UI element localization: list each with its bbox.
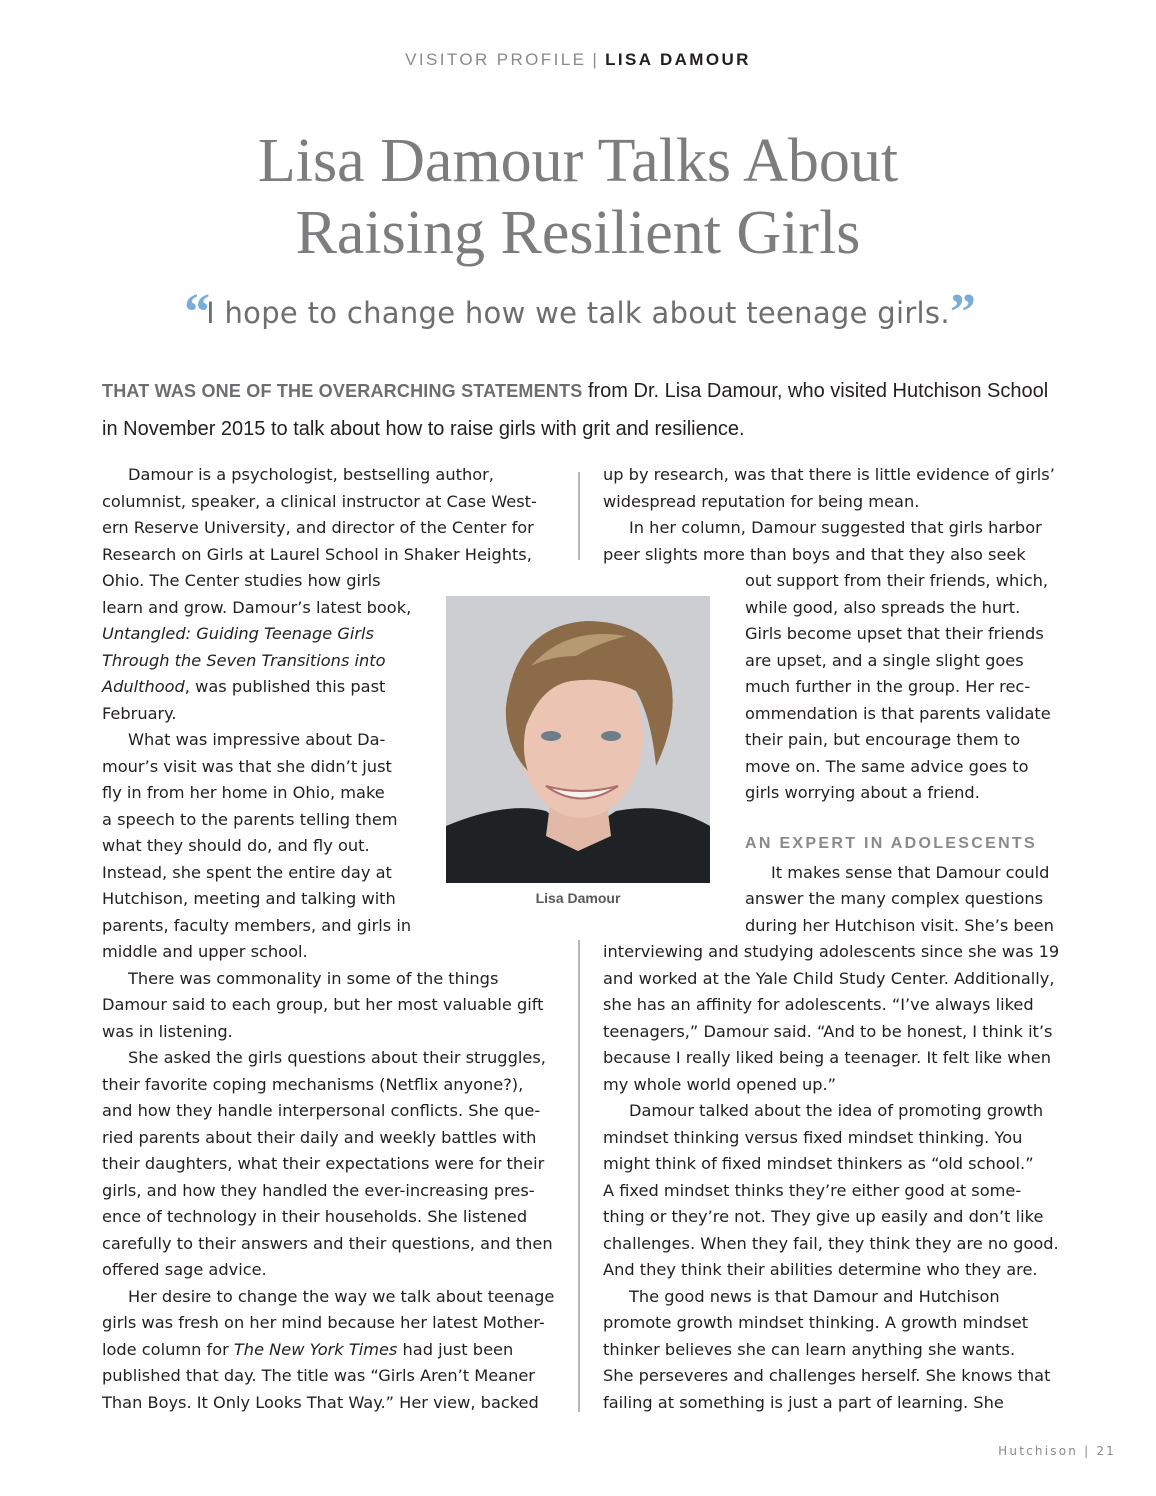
body-line: my whole world opened up.” (603, 1075, 837, 1094)
body-line: girls worrying about a friend. (745, 783, 980, 802)
body-line: published that day. The title was “Girls Aren’t Meaner (102, 1366, 535, 1385)
body-line: In her column, Damour suggested that girls harbor (629, 518, 1042, 537)
body-text: , was published this past (184, 677, 386, 696)
body-line: failing at something is just a part of learning. She (603, 1393, 1004, 1412)
body-line: columnist, speaker, a clinical instructor at Case West- (102, 492, 537, 511)
body-line: their daughters, what their expectations were for their (102, 1154, 545, 1173)
body-line: what they should do, and fly out. (102, 836, 370, 855)
body-line: might think of fixed mindset thinkers as “old school.” (603, 1154, 1034, 1173)
lead-text: from Dr. Lisa Damour, who visited Hutchison School in November 2015 to talk about how to raise girls with grit and resilience. (102, 380, 1049, 440)
lead-caps: THAT WAS ONE OF THE OVERARCHING STATEMENTS (102, 381, 583, 401)
section-subhead: AN EXPERT IN ADOLESCENTS (745, 835, 1037, 852)
body-line: Her desire to change the way we talk about teenage (128, 1287, 555, 1306)
lead-paragraph (102, 372, 1052, 448)
body-line: ern Reserve University, and director of the Center for (102, 518, 534, 537)
body-line: widespread reputation for being mean. (603, 492, 920, 511)
body-line (102, 1337, 513, 1363)
body-line: carefully to their answers and their questions, and then (102, 1234, 553, 1253)
body-line: a speech to the parents telling them (102, 810, 398, 829)
body-text: had just been (397, 1340, 514, 1359)
body-line: Damour talked about the idea of promoting growth (629, 1101, 1044, 1120)
body-line: while good, also spreads the hurt. (745, 598, 1021, 617)
body-line: girls, and how they handled the ever-increasing pres- (102, 1181, 535, 1200)
body-line: answer the many complex questions (745, 889, 1044, 908)
body-line (102, 674, 385, 700)
body-line: out support from their friends, which, (745, 571, 1049, 590)
publication-label: Hutchison (998, 1444, 1079, 1458)
page-number: 21 (1096, 1444, 1116, 1458)
title-line-2: Raising Resilient Girls (295, 199, 861, 267)
body-line: Research on Girls at Laurel School in Shaker Heights, (102, 545, 532, 564)
body-line: challenges. When they fail, they think they are no good. (603, 1234, 1059, 1253)
column-divider-top (578, 472, 580, 560)
body-line: peer slights more than boys and that they also seek (603, 545, 1026, 564)
body-line: The good news is that Damour and Hutchison (629, 1287, 1000, 1306)
portrait-illustration-icon (446, 596, 710, 883)
body-line: their pain, but encourage them to (745, 730, 1021, 749)
body-line: move on. The same advice goes to (745, 757, 1029, 776)
publication-name: The New York Times (233, 1340, 398, 1359)
body-line: mindset thinking versus fixed mindset thinking. You (603, 1128, 1023, 1147)
section-label: VISITOR PROFILE (405, 50, 587, 69)
body-line: during her Hutchison visit. She’s been (745, 916, 1054, 935)
body-line: ommendation is that parents validate (745, 704, 1051, 723)
body-line: She asked the girls questions about their struggles, (128, 1048, 546, 1067)
column-divider-bottom (578, 940, 580, 1412)
body-line: fly in from her home in Ohio, make (102, 783, 385, 802)
body-line: mour’s visit was that she didn’t just (102, 757, 392, 776)
body-line: ence of technology in their households. She listened (102, 1207, 528, 1226)
body-line: Ohio. The Center studies how girls (102, 571, 381, 590)
open-quote-icon: “ (184, 284, 207, 341)
subject-label: LISA DAMOUR (605, 50, 751, 69)
article-title (0, 125, 1156, 269)
body-line: Instead, she spent the entire day at (102, 863, 392, 882)
body-line: A fixed mindset thinks they’re either good at some- (603, 1181, 1022, 1200)
body-line: Hutchison, meeting and talking with (102, 889, 396, 908)
body-line: and how they handle interpersonal conflicts. She que- (102, 1101, 541, 1120)
body-line: She perseveres and challenges herself. She knows that (603, 1366, 1051, 1385)
body-line: ried parents about their daily and weekly battles with (102, 1128, 537, 1147)
book-title-line: Untangled: Guiding Teenage Girls (102, 624, 374, 643)
kicker-separator: | (592, 50, 600, 69)
body-line: and worked at the Yale Child Study Center. Additionally, (603, 969, 1055, 988)
body-line: much further in the group. Her rec- (745, 677, 1031, 696)
page-footer (998, 1444, 1116, 1458)
body-line: Damour is a psychologist, bestselling author, (128, 465, 494, 484)
body-line: thinker believes she can learn anything she wants. (603, 1340, 1016, 1359)
body-line: are upset, and a single slight goes (745, 651, 1024, 670)
body-line: their favorite coping mechanisms (Netflix anyone?), (102, 1075, 524, 1094)
body-line: Damour said to each group, but her most valuable gift (102, 995, 544, 1014)
body-line: What was impressive about Da- (128, 730, 386, 749)
body-line: up by research, was that there is little evidence of girls’ (603, 465, 1055, 484)
body-line: promote growth mindset thinking. A growth mindset (603, 1313, 1029, 1332)
body-line: interviewing and studying adolescents since she was 19 (603, 942, 1060, 961)
body-line: middle and upper school. (102, 942, 308, 961)
pull-quote-text: I hope to change how we talk about teenage girls. (206, 296, 950, 330)
body-line: And they think their abilities determine who they are. (603, 1260, 1038, 1279)
section-kicker (0, 50, 1156, 70)
body-line: It makes sense that Damour could (771, 863, 1050, 882)
pull-quote (0, 284, 1156, 341)
photo-caption: Lisa Damour (535, 890, 621, 906)
body-line: Than Boys. It Only Looks That Way.” Her view, backed (102, 1393, 539, 1412)
portrait-photo (446, 596, 710, 883)
body-line: teenagers,” Damour said. “And to be honest, I think it’s (603, 1022, 1053, 1041)
body-line: Girls become upset that their friends (745, 624, 1044, 643)
book-title-end: Adulthood (102, 677, 185, 696)
body-text: lode column for (102, 1340, 234, 1359)
close-quote-icon: ” (949, 284, 972, 341)
body-line: thing or they’re not. They give up easily and don’t like (603, 1207, 1044, 1226)
body-line: she has an affinity for adolescents. “I’ve always liked (603, 995, 1034, 1014)
body-line: offered sage advice. (102, 1260, 267, 1279)
body-line: girls was fresh on her mind because her latest Mother- (102, 1313, 545, 1332)
body-line: learn and grow. Damour’s latest book, (102, 598, 412, 617)
body-line: February. (102, 704, 177, 723)
body-line: was in listening. (102, 1022, 233, 1041)
body-line: There was commonality in some of the things (128, 969, 499, 988)
title-line-1: Lisa Damour Talks About (257, 127, 899, 195)
footer-separator: | (1084, 1444, 1091, 1458)
body-line: because I really liked being a teenager. It felt like when (603, 1048, 1051, 1067)
body-line: parents, faculty members, and girls in (102, 916, 412, 935)
book-title-line: Through the Seven Transitions into (102, 651, 386, 670)
